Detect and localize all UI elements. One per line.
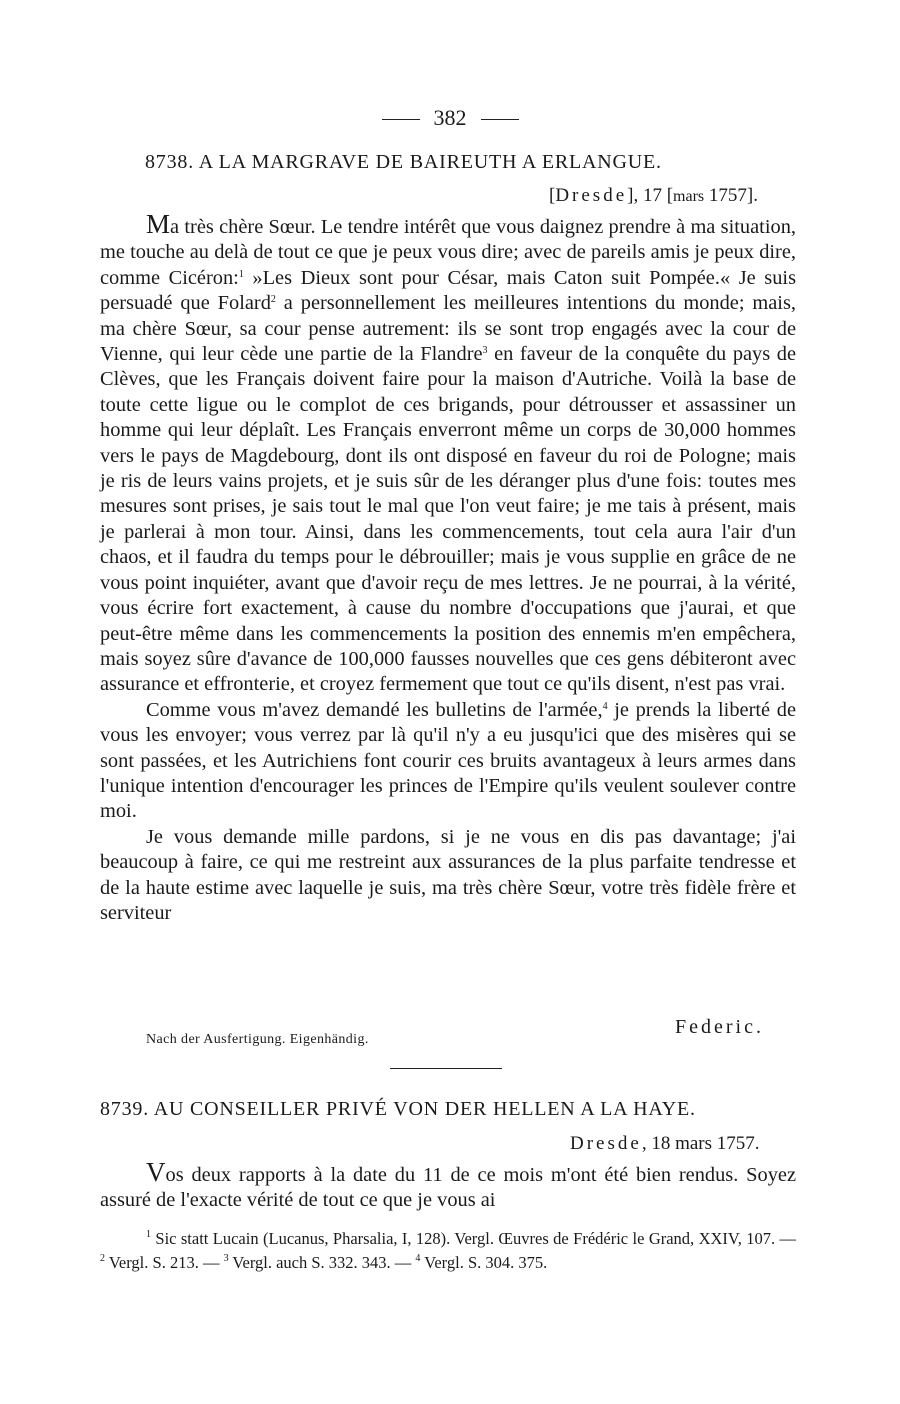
footnote-text: Vergl. S. 213. — <box>105 1253 224 1272</box>
initial-letter: V <box>146 1157 166 1187</box>
section-divider <box>390 1068 502 1069</box>
text-run: en faveur de la conquête du pays de Clèves, que les Français doivent faire pour la maison d'Autriche. Voilà la base de toute cette ligue ou le complot de ces brigands, pour détrousser et assassiner un homme qui leur déplaît. Les Français enverront même un corps de 30,000 hommes vers le pays de Magdebourg, dont ils ont disposé en faveur du roi de Pologne; mais je ris de leurs vains projets, et je suis sûr de les déranger plus d'une fois: toutes mes mesures sont prises, je sais tout le mal que l'on veut faire; je me tais à présent, mais je parlerai à mon tour. Ainsi, dans les commencements, tout cela aura l'air d'un chaos, et il faudra du temps pour le débrouiller; mais je vous supplie en grâce de ne vous point inquiéter, avant que d'avoir reçu de mes lettres. Je ne pourrai, à la vérité, vous écrire fort exactement, à cause du nombre d'occupations que j'aurai, et que peut-être même dans les commencements la position des ennemis m'en empêchera, mais soyez sûre d'avance de 100,000 fausses nouvelles que ces gens débiteront avec assurance et effronterie, et croyez fermement que tout ce qu'ils disent, n'est pas vrai. <box>100 343 797 696</box>
paragraph-2 <box>100 698 796 825</box>
footnote-text: Vergl. auch S. 332. 343. — <box>228 1253 416 1272</box>
footnote-ref: 1 <box>238 268 244 280</box>
footnote-number: 1 <box>146 1229 151 1240</box>
text-run: a personnellement les meilleures intentions du monde; mais, ma chère Sœur, sa cour pense autrement: ils se sont trop engagés avec la cour de Vienne, qui leur cède une partie de la Flandre <box>100 292 796 366</box>
paragraph-1 <box>100 1157 796 1214</box>
letter-body-8738 <box>100 209 797 926</box>
dateline-bracket: [ <box>549 185 556 206</box>
text-run: je prends la liberté de vous les envoyer; vous verrez par là qu'il n'y a eu jusqu'ici que des misères qui se sont passées, et les Autrichiens font courir ces bruits avantageux à leurs armes dans l'unique intention d'encourager les princes de l'Empire qu'ils veulent soulever contre moi. <box>100 698 797 823</box>
text-run: a très chère Sœur. Le tendre intérêt que vous daignez prendre à ma situation, me touche au delà de tout ce que je peux vous dire; avec de pareils amis je peux dire, comme Cicéron: <box>100 216 796 289</box>
footnote-ref: 4 <box>602 700 608 712</box>
dateline-place: Dresde <box>570 1133 642 1154</box>
footnotes <box>100 1227 796 1275</box>
dateline-place: Dresde <box>555 185 628 206</box>
footnote-number: 2 <box>100 1253 105 1264</box>
page-number-text: 382 <box>433 105 467 130</box>
initial-letter: M <box>146 209 171 239</box>
source-note: Nach der Ausfertigung. Eigenhändig. <box>146 1032 369 1047</box>
footnote-text: Sic statt Lucain (Lucanus, Pharsalia, I, 128). Vergl. Œuvres de Frédéric le Grand, XXIV, 107. — <box>151 1229 796 1248</box>
page-number <box>0 105 900 131</box>
letter-body-8739 <box>100 1157 796 1214</box>
footnote-number: 3 <box>223 1253 229 1264</box>
letter-dateline-8738 <box>549 185 758 207</box>
text-run: os deux rapports à la date du 11 de ce mois m'ont été bien rendus. Soyez assuré de l'exacte vérité de tout ce que je vous ai <box>100 1164 796 1212</box>
dash-left <box>382 119 420 120</box>
dateline-month: mars <box>673 188 705 205</box>
footnote-number: 4 <box>415 1253 421 1264</box>
footnote-block <box>100 1227 796 1275</box>
footnote-ref: 2 <box>270 294 276 306</box>
dash-right <box>481 119 519 120</box>
footnote-ref: 3 <box>482 345 488 357</box>
dateline-year: 1757]. <box>704 185 758 206</box>
paragraph-1 <box>100 209 797 698</box>
letter-heading-8739: 8739. AU CONSEILLER PRIVÉ VON DER HELLEN A LA HAYE. <box>100 1098 696 1120</box>
paragraph-3: Je vous demande mille pardons, si je ne vous en dis pas davantage; j'ai beaucoup à faire, ce qui me restreint aux assurances de la plus parfaite tendresse et de la haute estime avec laquelle je suis, ma très chère Sœur, votre très fidèle frère et serviteur <box>100 825 796 924</box>
text-run: »Les Dieux sont pour César, mais Caton suit Pompée.« Je suis persuadé que Folard <box>100 266 797 315</box>
letter-dateline-8739 <box>570 1133 760 1155</box>
dateline-day: ], 17 [ <box>627 185 674 206</box>
footnote-text: Vergl. S. 304. 375. <box>420 1253 548 1272</box>
text-run: Comme vous m'avez demandé les bulletins de l'armée, <box>146 698 603 721</box>
signature: Federic. <box>675 1016 764 1038</box>
letter-heading-8738: 8738. A LA MARGRAVE DE BAIREUTH A ERLANGUE. <box>145 151 662 173</box>
dateline-rest: , 18 mars 1757. <box>641 1133 760 1154</box>
